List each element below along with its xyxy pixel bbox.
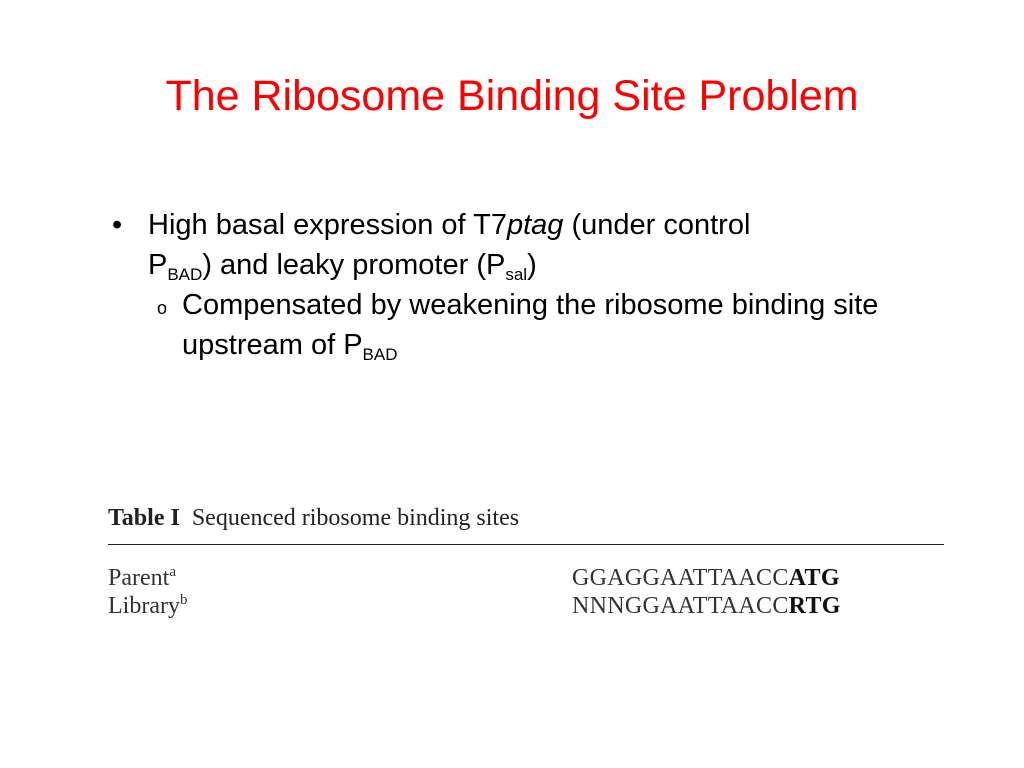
bullet-text-after-italic: (under control [563, 209, 751, 241]
table-caption [108, 500, 944, 536]
start-codon: RTG [788, 593, 841, 619]
row-label: Library$^b$ [108, 592, 188, 619]
table-row [108, 565, 944, 593]
promoter-bad-subscript: BAD [362, 345, 398, 364]
promoter-p-letter: P [485, 249, 506, 281]
bullet-item [112, 205, 912, 285]
slide-title: The Ribosome Binding Site Problem [165, 72, 859, 120]
row-footnote: b [179, 592, 188, 608]
row-footnote: a [169, 564, 176, 580]
promoter-sal-subscript: sal [505, 265, 528, 284]
bullet-italic-gene: ptag [506, 209, 564, 241]
bullet-text-mid: ) and leaky promoter ( [202, 249, 486, 281]
table-rule [108, 544, 944, 545]
sub-bullet-marker: o [157, 298, 168, 318]
table-row [108, 593, 944, 621]
bullet-text-end: ) [527, 249, 537, 281]
sub-bullet-text: Compensated by weakening the ribosome binding site upstream of [182, 289, 879, 361]
row-label: Parent$^a$ [108, 564, 176, 591]
promoter-p-letter: P [343, 329, 363, 361]
row-sequence: GGAGGAATTAACCATG [572, 565, 840, 591]
row-sequence: NNNGGAATTAACCRTG [572, 593, 841, 619]
table-caption-text: Sequenced ribosome binding sites [191, 505, 520, 531]
start-codon: ATG [788, 565, 840, 591]
sequence-table [108, 500, 944, 621]
bullet-text-start: High basal expression of T7 [148, 209, 507, 241]
bullet-list [112, 205, 912, 365]
table-caption-label: Table I [108, 505, 180, 531]
sub-bullet-item [112, 285, 912, 365]
table-body [108, 565, 944, 621]
bullet-marker: • [112, 209, 123, 241]
promoter-p-letter: P [148, 249, 168, 281]
promoter-bad-subscript: BAD [167, 265, 203, 284]
